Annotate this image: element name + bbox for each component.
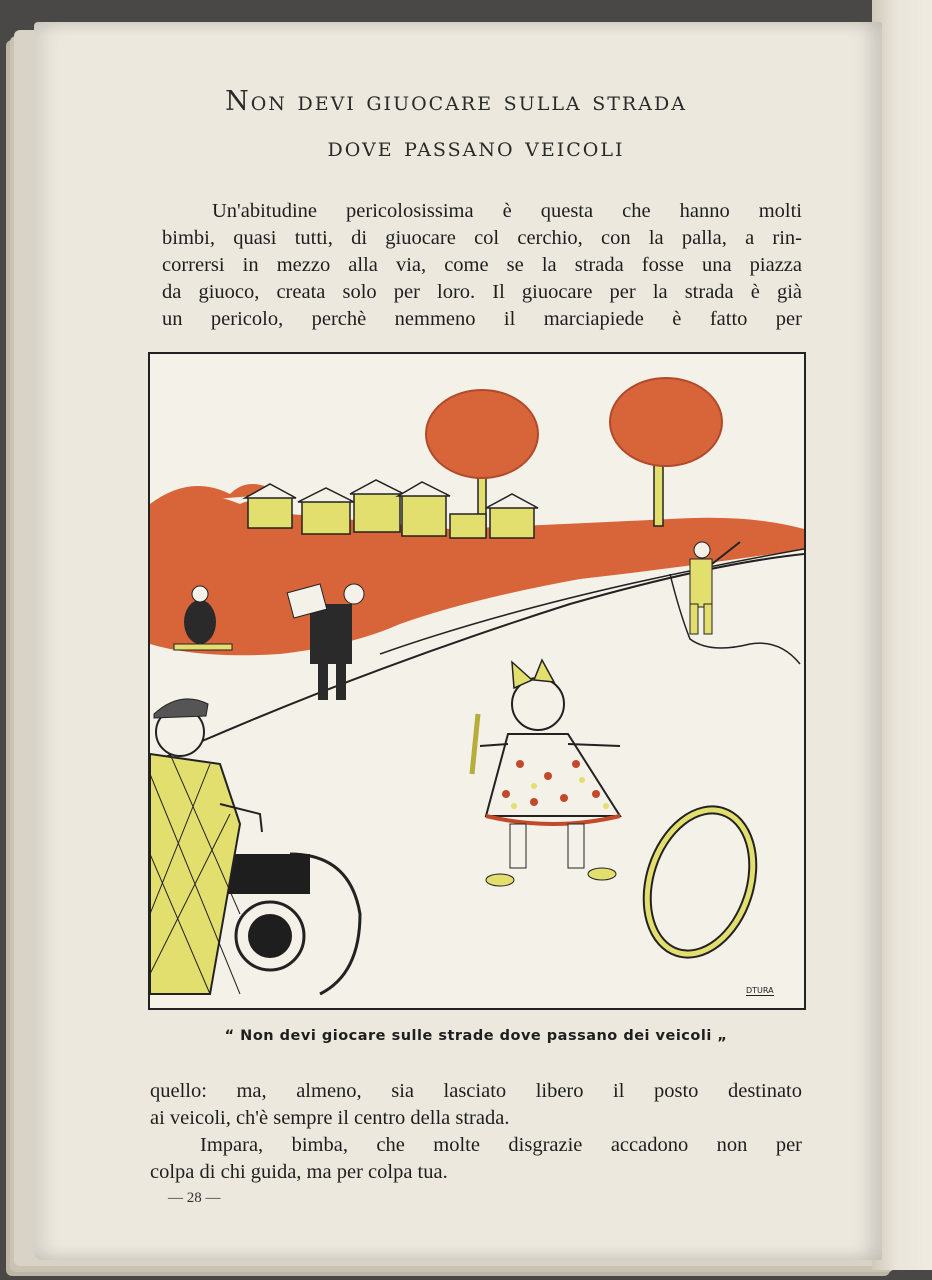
motorcyclist bbox=[150, 699, 360, 994]
page-number: — 28 — bbox=[168, 1190, 221, 1206]
text-line: ai veicoli, ch'è sempre il centro della strada. bbox=[150, 1107, 510, 1129]
text-line: Un'abitudine pericolosissima è questa che hanno molti bbox=[212, 200, 802, 222]
page-title-line-1: Non devi giuocare sulla strada bbox=[225, 86, 687, 117]
illustration bbox=[148, 352, 806, 1010]
paragraph-top bbox=[162, 198, 802, 333]
illustration-caption: “ Non devi giocare sulle strade dove passano dei veicoli „ bbox=[224, 1028, 728, 1044]
text-line: quello: ma, almeno, sia lasciato libero il posto destinato bbox=[150, 1080, 802, 1102]
girl-with-stick bbox=[472, 660, 620, 886]
text-line: colpa di chi guida, ma per colpa tua. bbox=[150, 1161, 448, 1183]
tree-right bbox=[610, 378, 722, 526]
street-scene-drawing bbox=[150, 354, 804, 1008]
text-line: Impara, bimba, che molte disgrazie accadono non per bbox=[200, 1134, 802, 1156]
artist-signature: DTURA bbox=[746, 986, 774, 995]
paragraph-bottom bbox=[150, 1078, 802, 1186]
text-line: da giuoco, creata solo per loro. Il giuocare per la strada è già bbox=[162, 281, 802, 303]
text-line: un pericolo, perchè nemmeno il marciapiede è fatto per bbox=[162, 308, 802, 330]
page-title-line-2: dove passano veicoli bbox=[327, 132, 625, 163]
text-line: bimbi, quasi tutti, di giuocare col cerchio, con la palla, a rin- bbox=[162, 227, 802, 249]
text-line: corrersi in mezzo alla via, come se la strada fosse una piazza bbox=[162, 254, 802, 276]
